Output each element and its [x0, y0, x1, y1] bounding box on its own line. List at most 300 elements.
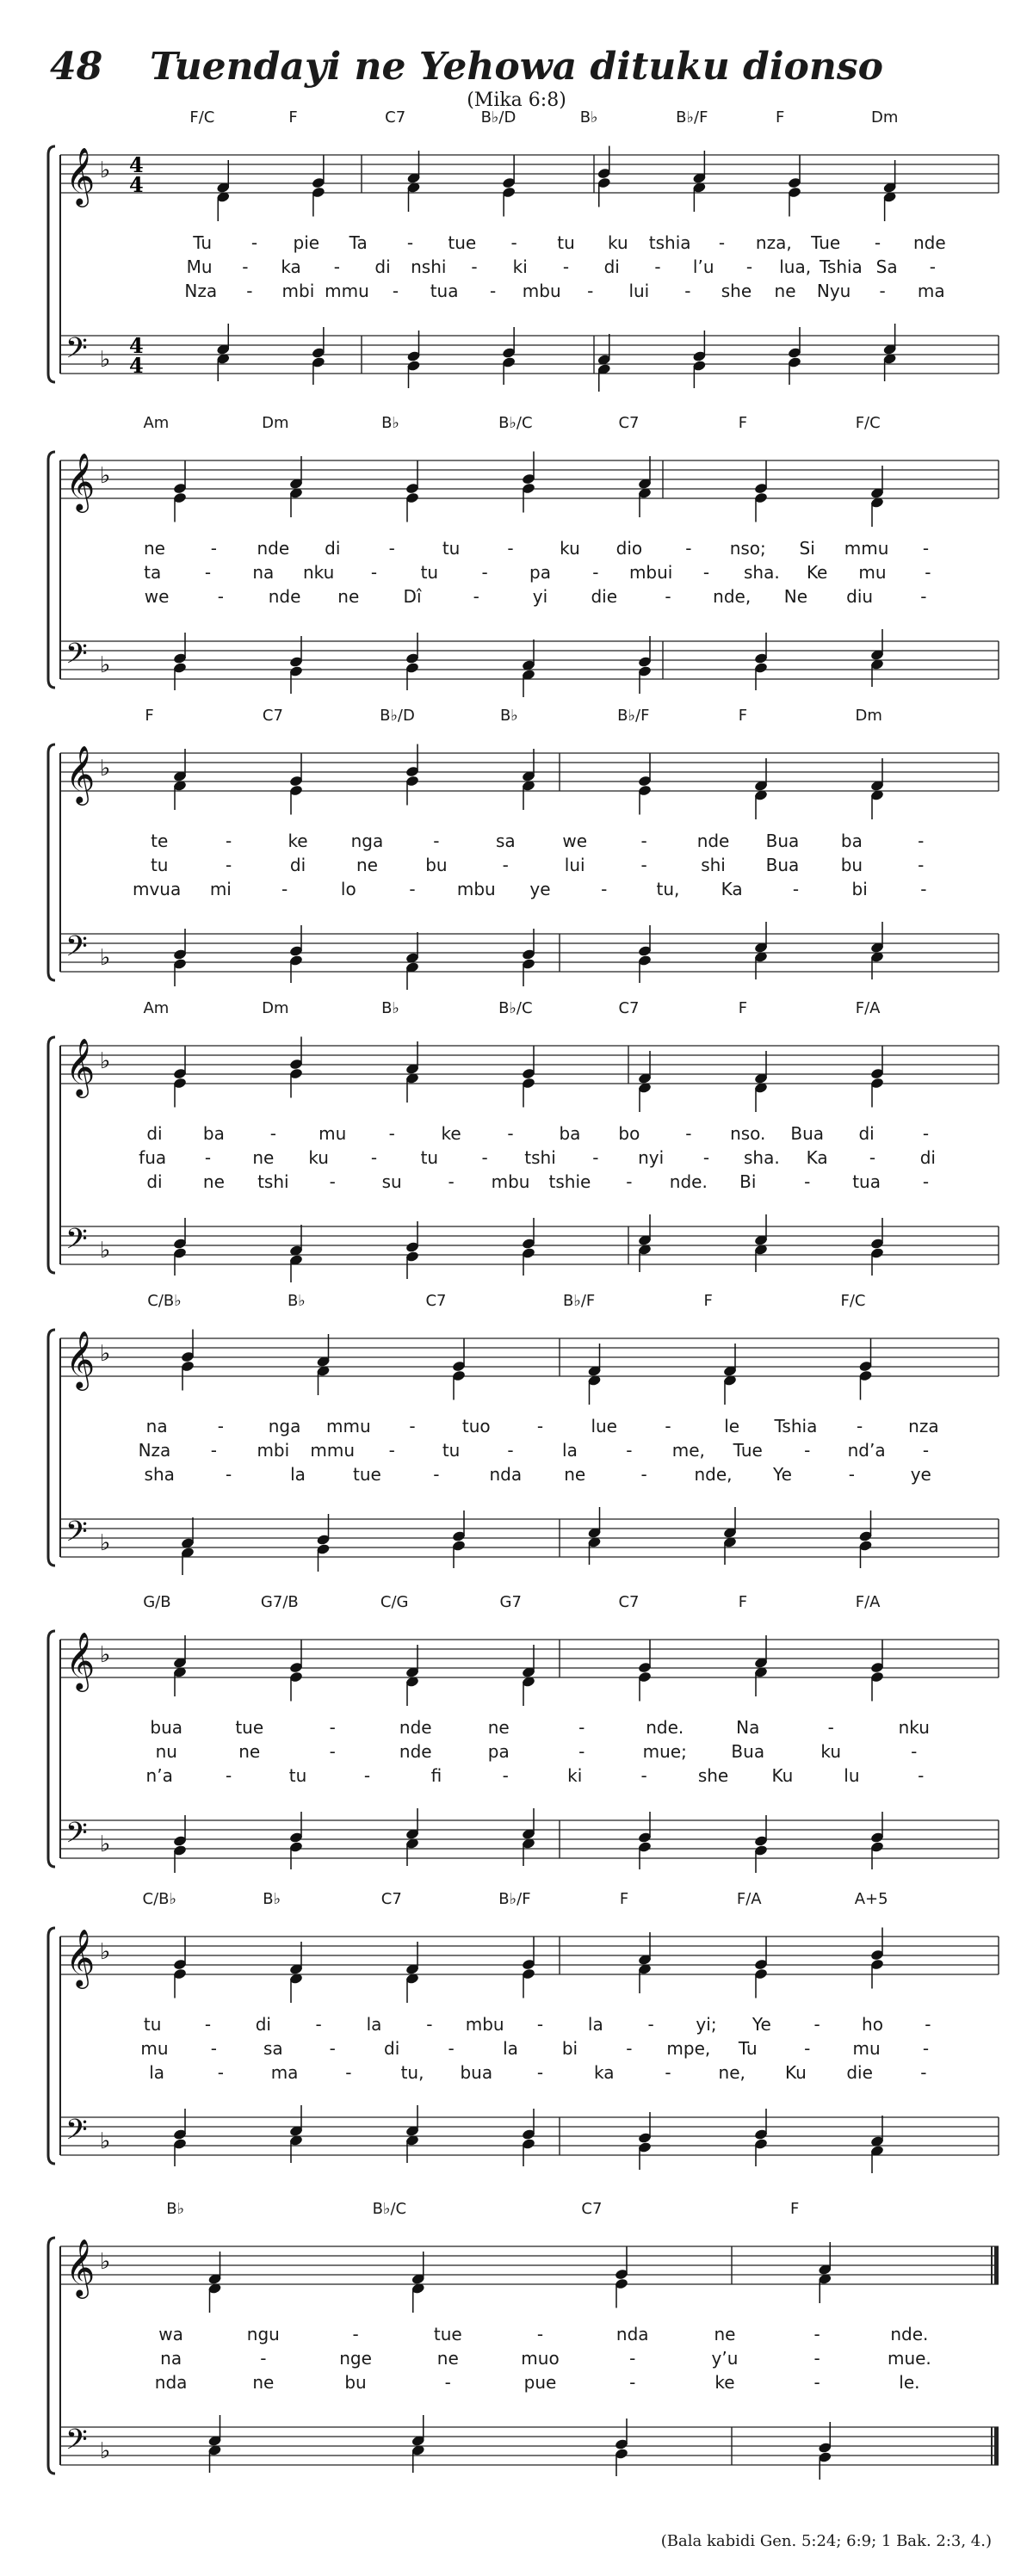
lyric-syllable: bi	[851, 879, 868, 899]
lyric-syllable: Bi	[739, 1171, 757, 1192]
lyric-syllable: la	[587, 2014, 603, 2035]
lyric-syllable: tu	[143, 2014, 162, 2035]
lyric-syllable: la	[503, 2038, 518, 2059]
lyric-syllable: -	[922, 1440, 930, 1461]
lyric-syllable: nyi	[638, 1147, 665, 1168]
lyric-syllable: ku	[560, 538, 580, 559]
lyric-syllable: -	[848, 1464, 855, 1485]
lyric-syllable: ba	[202, 1123, 225, 1144]
lyric-syllable: -	[804, 1440, 811, 1461]
lyric-syllable: lui	[628, 281, 650, 301]
bass-clef-icon: 𝄢	[65, 1223, 88, 1263]
flat-icon: ♭	[100, 756, 111, 781]
lyric-syllable: Ye	[752, 2014, 771, 2035]
lyric-syllable: -	[911, 1741, 918, 1762]
lyric-syllable: lo	[340, 879, 356, 899]
lyric-syllable: -	[490, 281, 497, 301]
flat-icon: ♭	[100, 652, 111, 678]
chord-symbol: B♭	[579, 108, 598, 127]
treble-clef-icon: 𝄞	[65, 1330, 96, 1388]
chord-symbol: F	[619, 1890, 629, 1908]
lyric-syllable: Ke	[806, 562, 828, 583]
treble-clef-icon: 𝄞	[65, 2238, 96, 2296]
lyric-syllable: -	[217, 586, 224, 607]
flat-icon: ♭	[100, 2128, 111, 2154]
lyric-syllable: nde	[268, 586, 301, 607]
lyric-syllable: -	[922, 538, 930, 559]
lyric-syllable: di	[858, 1123, 875, 1144]
lyric-syllable: -	[578, 1717, 585, 1738]
chord-symbol: B♭/D	[480, 108, 516, 127]
lyric-syllable: -	[345, 2062, 352, 2083]
lyric-syllable: Ku	[771, 1765, 794, 1786]
lyric-syllable: ne	[564, 1464, 586, 1485]
chord-symbol: F	[288, 108, 298, 127]
score-system	[43, 108, 999, 387]
lyric-syllable: te	[151, 831, 169, 851]
lyric-syllable: Mu	[186, 256, 213, 277]
lyric-syllable: mmu	[325, 1416, 371, 1436]
lyric-syllable: -	[210, 538, 217, 559]
lyric-syllable: -	[510, 232, 517, 253]
lyric-syllable: pa	[487, 1741, 510, 1762]
lyric-syllable: ne	[487, 1717, 510, 1738]
lyric-syllable: ke	[714, 2372, 735, 2393]
lyric-syllable: Ku	[785, 2062, 807, 2083]
chord-symbol: F/C	[855, 414, 881, 432]
lyric-syllable: -	[251, 232, 258, 253]
lyric-syllable: -	[363, 1765, 371, 1786]
score-system	[43, 999, 999, 1278]
chord-symbol: C7	[581, 2200, 603, 2218]
lyric-syllable: mmu	[844, 538, 889, 559]
score-system	[43, 1890, 999, 2169]
chord-symbol: F	[738, 999, 748, 1017]
chord-symbol: Dm	[262, 999, 289, 1017]
lyric-syllable: tu	[557, 232, 575, 253]
lyric-syllable: bua	[460, 2062, 493, 2083]
lyric-syllable: -	[370, 1147, 378, 1168]
lyric-syllable: mbu	[456, 879, 496, 899]
lyric-syllable: bu	[344, 2372, 367, 2393]
lyric-syllable: -	[813, 2348, 820, 2369]
lyric-syllable: -	[640, 1464, 647, 1485]
lyric-syllable: -	[536, 2062, 544, 2083]
bass-clef-icon: 𝄢	[65, 638, 88, 677]
lyric-syllable: -	[210, 1440, 217, 1461]
lyric-syllable: tue	[448, 232, 477, 253]
lyric-syllable: -	[920, 2062, 927, 2083]
lyric-syllable: -	[702, 562, 710, 583]
lyric-syllable: la	[290, 1464, 306, 1485]
chord-symbol: F	[738, 707, 748, 725]
score-system	[43, 414, 999, 693]
lyric-syllable: bu	[425, 855, 448, 875]
chord-symbol: F/C	[189, 108, 215, 127]
lyric-syllable: di	[603, 256, 620, 277]
lyric-syllable: -	[281, 879, 288, 899]
lyric-syllable: le	[724, 1416, 740, 1436]
chord-symbol: F	[145, 707, 154, 725]
chord-symbol: Am	[143, 999, 170, 1017]
lyric-syllable: Ka	[806, 1147, 828, 1168]
lyric-syllable: ke	[441, 1123, 461, 1144]
lyric-syllable: ku	[820, 1741, 842, 1762]
lyric-syllable: -	[629, 2348, 636, 2369]
lyric-syllable: -	[879, 281, 886, 301]
lyric-syllable: -	[226, 1765, 232, 1786]
lyric-syllable: ba	[840, 831, 863, 851]
lyric-syllable: yi;	[696, 2014, 717, 2035]
lyric-syllable: bo	[618, 1123, 640, 1144]
lyric-syllable: tu,	[656, 879, 680, 899]
lyric-syllable: -	[329, 2038, 336, 2059]
lyric-syllable: die	[591, 586, 617, 607]
lyric-syllable: -	[804, 2038, 811, 2059]
lyric-syllable: -	[507, 538, 514, 559]
lyric-syllable: fua	[139, 1147, 167, 1168]
chord-symbol: Dm	[871, 108, 899, 127]
lyric-syllable: -	[217, 2062, 224, 2083]
lyric-syllable: -	[536, 2324, 544, 2344]
lyric-syllable: tue	[433, 2324, 462, 2344]
flat-icon: ♭	[100, 2438, 111, 2464]
lyric-syllable: diu	[846, 586, 874, 607]
chord-symbol: C7	[385, 108, 406, 127]
lyric-syllable: ne,	[718, 2062, 745, 2083]
lyric-syllable: -	[502, 1765, 509, 1786]
lyric-syllable: nza	[908, 1416, 939, 1436]
lyric-syllable: -	[204, 1147, 212, 1168]
flat-icon: ♭	[100, 347, 111, 373]
lyric-syllable: nga	[268, 1416, 301, 1436]
flat-icon: ♭	[100, 158, 111, 183]
chord-symbol: C7	[618, 999, 640, 1017]
lyric-syllable: -	[481, 562, 488, 583]
chord-symbol: B♭/F	[498, 1890, 531, 1908]
lyric-syllable: sha	[144, 1464, 175, 1485]
chord-symbol: C/B♭	[147, 1292, 182, 1310]
lyric-syllable: Bua	[731, 1741, 765, 1762]
lyric-syllable: she	[697, 1765, 729, 1786]
lyric-syllable: nde	[399, 1717, 432, 1738]
lyric-syllable: mbi	[257, 1440, 290, 1461]
lyric-syllable: ma	[917, 281, 945, 301]
lyric-syllable: Tu	[193, 232, 213, 253]
lyric-syllable: ku	[308, 1147, 329, 1168]
chord-symbol: Dm	[855, 707, 882, 725]
lyric-syllable: la	[149, 2062, 165, 2083]
lyric-syllable: -	[684, 281, 691, 301]
lyric-syllable: nso;	[729, 538, 766, 559]
lyric-syllable: -	[640, 855, 647, 875]
lyric-syllable: -	[640, 1765, 647, 1786]
lyric-syllable: ne	[774, 281, 796, 301]
bass-clef-icon: 𝄢	[65, 2424, 88, 2463]
lyric-syllable: mu	[140, 2038, 169, 2059]
lyric-syllable: Tshia	[819, 256, 863, 277]
bass-clef-icon: 𝄢	[65, 332, 88, 372]
lyric-syllable: ki	[512, 256, 528, 277]
lyric-syllable: lua,	[779, 256, 812, 277]
lyric-syllable: tshi	[257, 1171, 289, 1192]
lyric-syllable: na	[160, 2348, 182, 2369]
lyric-syllable: ta	[144, 562, 162, 583]
lyric-syllable: tu	[420, 562, 439, 583]
chord-symbol: Dm	[262, 414, 289, 432]
lyric-syllable: muo	[521, 2348, 560, 2369]
lyric-syllable: ho	[862, 2014, 883, 2035]
lyric-syllable: Tue	[733, 1440, 763, 1461]
lyric-syllable: -	[629, 2372, 636, 2393]
lyric-syllable: mue;	[642, 1741, 687, 1762]
lyric-syllable: yi	[532, 586, 548, 607]
scripture-reference: (Mika 6:8)	[467, 90, 566, 111]
lyric-syllable: -	[260, 2348, 267, 2369]
lyric-syllable: ne	[252, 2372, 275, 2393]
lyric-syllable: -	[745, 256, 753, 277]
lyric-syllable: -	[827, 1717, 834, 1738]
lyric-syllable: lue	[591, 1416, 617, 1436]
treble-clef-icon: 𝄞	[65, 452, 96, 510]
lyric-syllable: -	[502, 855, 509, 875]
lyric-syllable: -	[370, 562, 378, 583]
lyric-syllable: -	[409, 1416, 416, 1436]
lyric-syllable: Sa	[875, 256, 898, 277]
lyric-syllable: mbui	[628, 562, 673, 583]
chord-symbol: C7	[618, 414, 640, 432]
lyric-syllable: sha.	[743, 1147, 780, 1168]
lyric-syllable: di	[289, 855, 306, 875]
lyric-syllable: ne	[252, 1147, 275, 1168]
lyric-syllable: -	[654, 256, 661, 277]
lyric-syllable: Tue	[811, 232, 841, 253]
chord-symbol: B♭/F	[676, 108, 708, 127]
chord-symbol: B♭	[287, 1292, 306, 1310]
chord-symbol: C7	[425, 1292, 447, 1310]
chord-symbol: B♭	[263, 1890, 281, 1908]
lyric-syllable: tshi	[524, 1147, 556, 1168]
lyric-syllable: mue.	[887, 2348, 931, 2369]
lyric-syllable: -	[507, 1440, 514, 1461]
lyric-syllable: -	[217, 1416, 224, 1436]
lyric-syllable: tue	[235, 1717, 264, 1738]
lyric-syllable: Nza	[138, 1440, 171, 1461]
lyric-syllable: -	[922, 1123, 930, 1144]
lyric-syllable: nde	[399, 1741, 432, 1762]
flat-icon: ♭	[100, 1642, 111, 1668]
lyric-syllable: -	[640, 831, 647, 851]
lyric-syllable: -	[204, 2014, 212, 2035]
lyric-syllable: n’a	[145, 1765, 173, 1786]
lyric-syllable: fi	[430, 1765, 442, 1786]
lyric-syllable: tu	[288, 1765, 307, 1786]
lyric-syllable: Bua	[790, 1123, 824, 1144]
lyric-syllable: nda	[489, 1464, 523, 1485]
lyric-syllable: la	[562, 1440, 578, 1461]
lyric-syllable: -	[226, 831, 232, 851]
lyric-syllable: -	[444, 2372, 451, 2393]
lyric-syllable: pie	[293, 232, 320, 253]
score-system	[43, 2200, 999, 2479]
lyric-syllable: tua	[852, 1171, 881, 1192]
lyric-syllable: sa	[495, 831, 516, 851]
lyric-syllable: nza,	[755, 232, 792, 253]
svg-text:4: 4	[129, 152, 144, 177]
lyric-syllable: -	[352, 2324, 359, 2344]
chord-symbol: B♭/C	[498, 999, 533, 1017]
lyric-syllable: ma	[270, 2062, 299, 2083]
lyric-syllable: Tshia	[774, 1416, 818, 1436]
flat-icon: ♭	[100, 2249, 111, 2275]
lyric-syllable: nge	[339, 2348, 372, 2369]
chord-symbol: C/B♭	[142, 1890, 176, 1908]
lyric-syllable: -	[448, 1171, 455, 1192]
lyric-syllable: ki	[567, 1765, 583, 1786]
flat-icon: ♭	[100, 1939, 111, 1965]
lyric-syllable: Dî	[403, 586, 422, 607]
lyric-syllable: -	[481, 1147, 488, 1168]
lyric-syllable: -	[536, 1416, 544, 1436]
lyric-syllable: pue	[523, 2372, 557, 2393]
lyric-syllable: -	[473, 586, 479, 607]
score-system	[43, 707, 999, 985]
staff-graphic	[43, 435, 999, 693]
lyric-syllable: nde.	[890, 2324, 929, 2344]
lyric-syllable: mbu	[465, 2014, 504, 2035]
lyric-syllable: mbu	[491, 1171, 530, 1192]
lyric-syllable: tu	[150, 855, 169, 875]
lyric-syllable: -	[685, 538, 692, 559]
chord-symbol: F	[703, 1292, 713, 1310]
lyric-syllable: -	[626, 2038, 633, 2059]
lyric-syllable: -	[665, 1416, 671, 1436]
lyric-syllable: Ta	[349, 232, 368, 253]
lyric-syllable: di	[919, 1147, 936, 1168]
lyric-syllable: tue	[353, 1464, 381, 1485]
lyric-syllable: -	[507, 1123, 514, 1144]
lyric-syllable: -	[562, 256, 570, 277]
lyric-syllable: she	[721, 281, 752, 301]
lyric-syllable: nso.	[730, 1123, 766, 1144]
lyric-syllable: -	[626, 1171, 633, 1192]
lyric-syllable: -	[388, 1440, 395, 1461]
lyric-syllable: ka	[593, 2062, 615, 2083]
lyric-syllable: ne	[356, 855, 378, 875]
svg-text:4: 4	[129, 172, 144, 197]
chord-symbol: C/G	[380, 1593, 409, 1611]
footer-references: (Bala kabidi Gen. 5:24; 6:9; 1 Bak. 2:3, 4.)	[660, 2532, 992, 2550]
bass-clef-icon: 𝄢	[65, 1817, 88, 1856]
lyric-syllable: mmu	[325, 281, 369, 301]
lyric-syllable: nde.	[646, 1717, 684, 1738]
lyric-syllable: -	[804, 1171, 811, 1192]
lyric-syllable: mbu	[522, 281, 561, 301]
score-system	[43, 1292, 999, 1571]
chord-symbol: C7	[618, 1593, 640, 1611]
lyric-syllable: -	[857, 1416, 863, 1436]
lyric-syllable: Ne	[783, 586, 808, 607]
lyric-syllable: tu	[442, 538, 461, 559]
lyric-syllable: -	[269, 1123, 276, 1144]
lyric-syllable: -	[433, 831, 440, 851]
lyric-syllable: -	[920, 879, 927, 899]
lyric-syllable: -	[204, 562, 212, 583]
lyric-syllable: tshia	[648, 232, 691, 253]
chord-symbol: B♭/C	[498, 414, 533, 432]
lyric-syllable: -	[922, 2038, 930, 2059]
lyric-syllable: su	[381, 1171, 402, 1192]
chord-symbol: F/C	[840, 1292, 866, 1310]
lyric-syllable: ba	[559, 1123, 581, 1144]
lyric-syllable: shi	[701, 855, 726, 875]
lyric-syllable: bu	[840, 855, 863, 875]
lyric-syllable: tu	[420, 1147, 439, 1168]
lyric-syllable: ku	[608, 232, 628, 253]
flat-icon: ♭	[100, 1832, 111, 1857]
chord-symbol: F	[775, 108, 785, 127]
lyric-syllable: dio	[615, 538, 643, 559]
lyric-syllable: la	[366, 2014, 382, 2035]
lyric-syllable: bi	[561, 2038, 578, 2059]
flat-icon: ♭	[100, 1530, 111, 1556]
lyric-syllable: -	[471, 256, 478, 277]
lyric-syllable: di	[255, 2014, 271, 2035]
lyric-syllable: -	[718, 232, 726, 253]
lyric-syllable: nshi	[411, 256, 447, 277]
lyric-syllable: nde	[257, 538, 290, 559]
lyric-syllable: me,	[671, 1440, 705, 1461]
chord-symbol: F	[738, 414, 748, 432]
lyric-syllable: -	[922, 1171, 930, 1192]
chord-symbol: G/B	[143, 1593, 171, 1611]
lyric-syllable: di	[384, 2038, 400, 2059]
lyric-syllable: -	[329, 1171, 336, 1192]
lyric-syllable: -	[665, 586, 671, 607]
lyric-syllable: y’u	[711, 2348, 739, 2369]
lyric-syllable: l’u	[692, 256, 714, 277]
lyric-syllable: sa	[263, 2038, 283, 2059]
bass-clef-icon: 𝄢	[65, 1516, 88, 1555]
lyric-syllable: mpe,	[666, 2038, 711, 2059]
lyric-syllable: ngu	[246, 2324, 280, 2344]
treble-clef-icon: 𝄞	[65, 1928, 96, 1986]
lyric-syllable: -	[329, 1717, 336, 1738]
lyric-syllable: -	[333, 256, 340, 277]
chord-symbol: B♭	[381, 414, 399, 432]
lyric-syllable: tshie	[548, 1171, 591, 1192]
lyric-syllable: -	[925, 2014, 931, 2035]
lyric-syllable: ne	[337, 586, 360, 607]
flat-icon: ♭	[100, 1238, 111, 1263]
lyric-syllable: tu	[442, 1440, 461, 1461]
lyric-syllable: tuo	[461, 1416, 491, 1436]
lyric-syllable: mi	[209, 879, 232, 899]
lyric-syllable: -	[792, 879, 800, 899]
lyric-syllable: nu	[155, 1741, 177, 1762]
flat-icon: ♭	[100, 463, 111, 489]
lyric-syllable: we	[562, 831, 588, 851]
lyric-syllable: na	[252, 562, 275, 583]
lyric-syllable: nda	[154, 2372, 188, 2393]
lyric-syllable: di	[325, 538, 341, 559]
lyric-syllable: -	[929, 256, 936, 277]
lyric-syllable: -	[813, 2372, 820, 2393]
lyric-syllable: -	[647, 2014, 654, 2035]
lyric-syllable: tua	[430, 281, 459, 301]
lyric-syllable: -	[406, 232, 414, 253]
lyric-syllable: -	[226, 1464, 232, 1485]
